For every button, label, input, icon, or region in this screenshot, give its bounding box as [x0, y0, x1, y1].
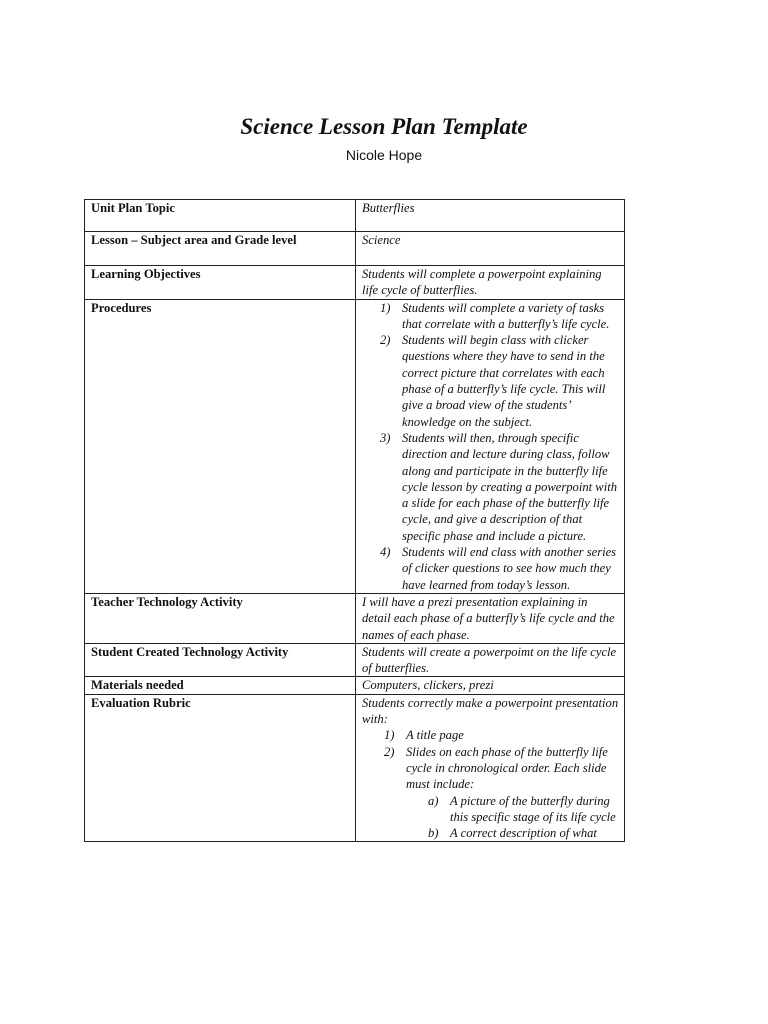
- table-row-rubric: [85, 694, 625, 842]
- list-item: [380, 300, 619, 333]
- table-row-materials: [85, 677, 625, 694]
- row-label: Student Created Technology Activity: [85, 643, 356, 677]
- list-number: 1): [384, 728, 395, 743]
- row-value: [356, 694, 625, 842]
- list-number: 1): [380, 300, 391, 315]
- list-text: Slides on each phase of the butterfly life cycle in chronological order. Each slide must include:: [406, 744, 608, 792]
- list-item: [380, 332, 619, 430]
- list-number: 2): [384, 744, 395, 759]
- rubric-sublist: [406, 793, 619, 842]
- list-item: [384, 727, 619, 743]
- row-label: Learning Objectives: [85, 266, 356, 300]
- table-row-procedures: [85, 299, 625, 593]
- list-item: [380, 544, 619, 593]
- table-row-unit-topic: [85, 200, 625, 232]
- list-letter: b): [428, 826, 439, 841]
- table-row-objectives: [85, 266, 625, 300]
- row-label: Lesson – Subject area and Grade level: [85, 232, 356, 266]
- row-label: Unit Plan Topic: [85, 200, 356, 232]
- row-value: Computers, clickers, prezi: [356, 677, 625, 694]
- list-text: Students will complete a variety of tasks that correlate with a butterfly’s life cycle.: [402, 300, 610, 331]
- list-text: Students will then, through specific direction and lecture during class, follow along and participate in the butterfly life cycle lesson by creating a powerpoint with a slide for each phase of the butterfly life cycle, and give a description of that specific phase and include a picture.: [402, 430, 617, 543]
- list-text: A correct description of what: [450, 826, 597, 841]
- list-number: 2): [380, 333, 391, 348]
- list-item: [380, 430, 619, 544]
- table-row-student-tech: [85, 643, 625, 677]
- row-value: Butterflies: [356, 200, 625, 232]
- list-text: A picture of the butterfly during this specific stage of its life cycle: [450, 793, 616, 824]
- list-text: Students will end class with another series of clicker questions to see how much they have learned from today’s lesson.: [402, 545, 617, 592]
- row-value: I will have a prezi presentation explaining in detail each phase of a butterfly’s life cycle and the names of each phase.: [356, 593, 625, 643]
- list-letter: a): [428, 793, 439, 808]
- row-label: Evaluation Rubric: [85, 694, 356, 842]
- row-value: Science: [356, 232, 625, 266]
- document-title: Science Lesson Plan Template: [240, 114, 528, 139]
- row-label: Materials needed: [85, 677, 356, 694]
- document-author: Nicole Hope: [345, 147, 423, 163]
- rubric-intro: Students correctly make a powerpoint presentation with:: [362, 695, 619, 727]
- row-value: [356, 299, 625, 593]
- lesson-plan-table: [84, 199, 625, 842]
- list-text: Students will begin class with clicker questions where they have to send in the correct picture that correlates with each phase of a butterfly’s life cycle. This will give a broad view of the students’ knowledge on the subject.: [402, 333, 606, 429]
- list-item: [428, 825, 619, 841]
- list-number: 3): [380, 430, 391, 445]
- row-value: Students will create a powerpoimt on the life cycle of butterflies.: [356, 643, 625, 677]
- list-text: A title page: [406, 728, 464, 743]
- row-value: Students will complete a powerpoint explaining life cycle of butterflies.: [356, 266, 625, 300]
- row-label: Teacher Technology Activity: [85, 593, 356, 643]
- table-row-subject-grade: [85, 232, 625, 266]
- table-row-teacher-tech: [85, 593, 625, 643]
- list-number: 4): [380, 545, 391, 560]
- procedure-list: [362, 300, 619, 593]
- list-item: [428, 793, 619, 826]
- list-item: [384, 744, 619, 842]
- rubric-list: [362, 727, 619, 841]
- row-label: Procedures: [85, 299, 356, 593]
